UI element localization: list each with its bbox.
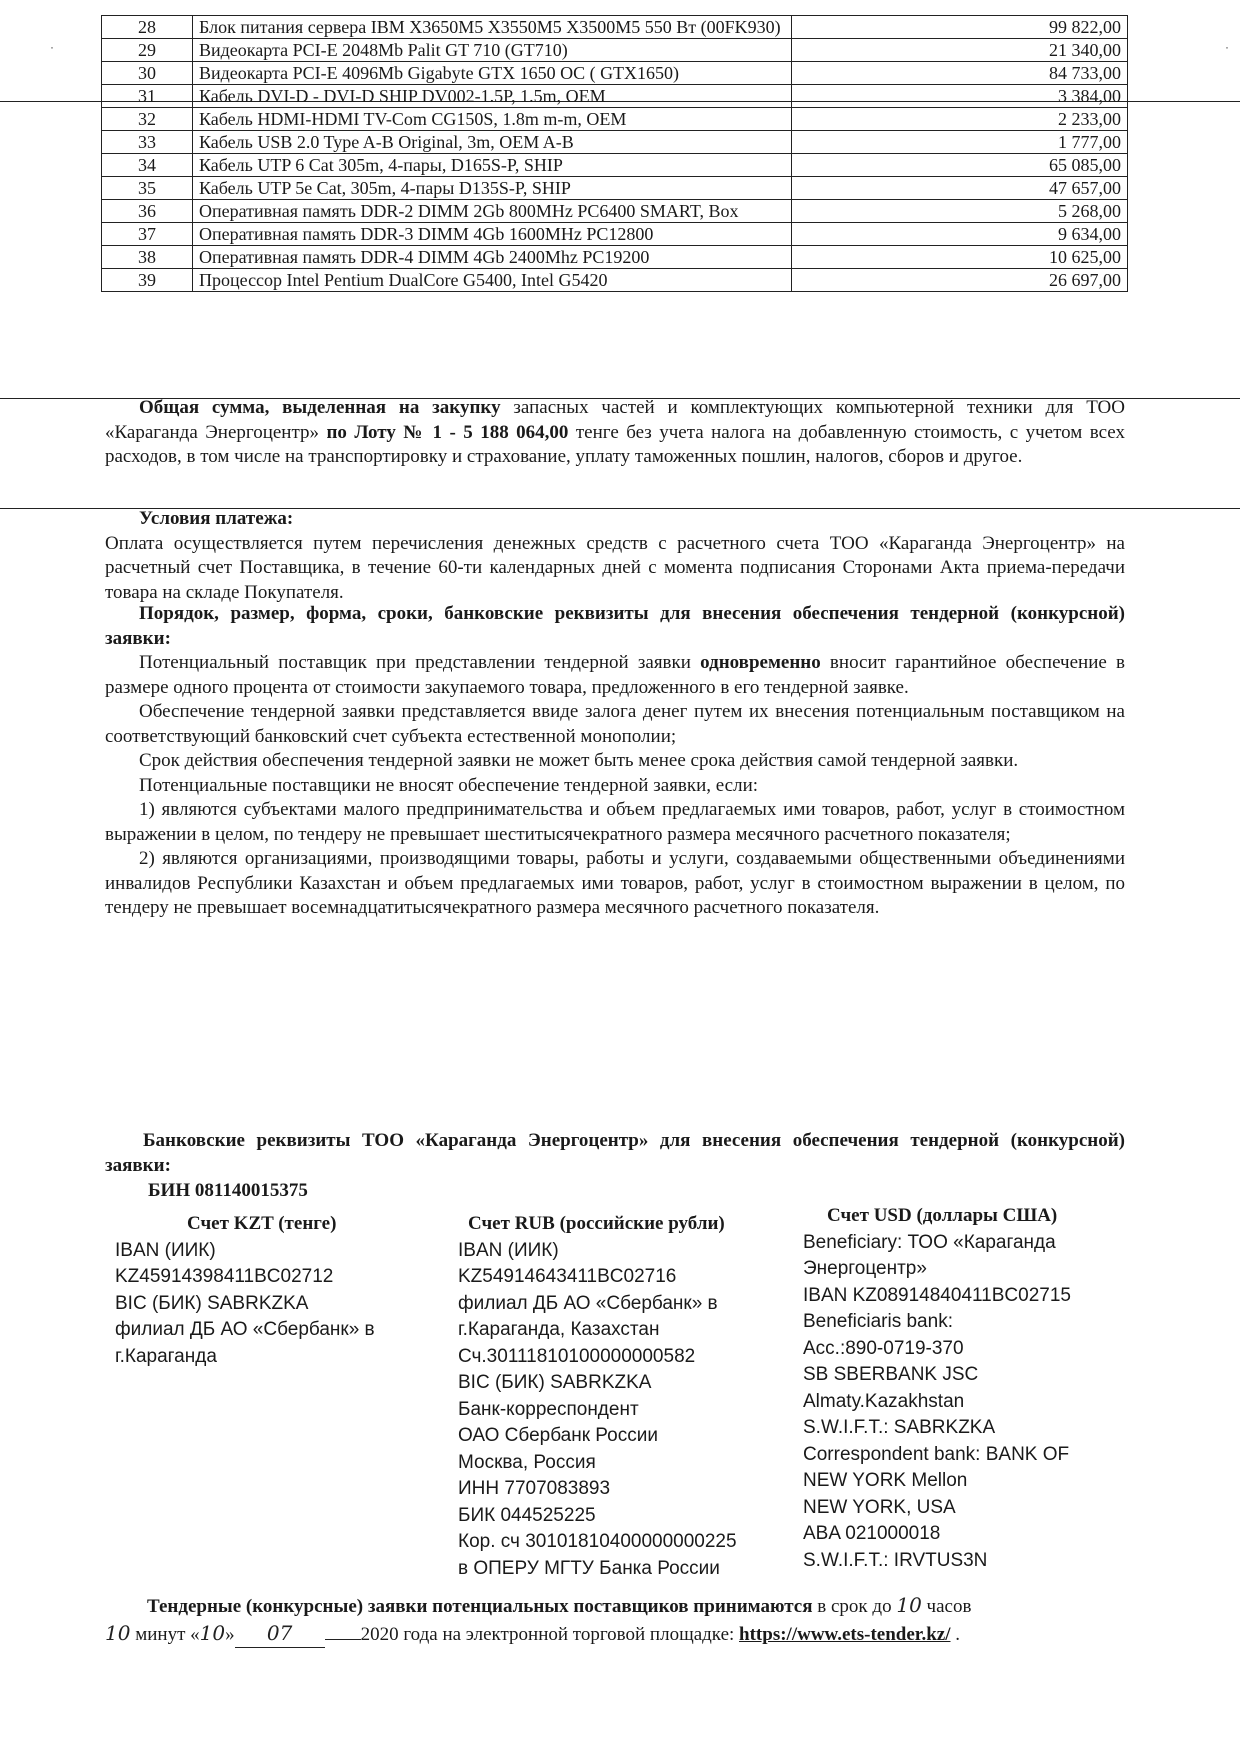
item-price: 99 822,00	[792, 16, 1128, 39]
usd-account-line: Beneficiaris bank:	[803, 1311, 953, 1332]
security-p1-b: вносит гарантийное обеспечение в размере одного процента от стоимости закупаемого товара, предложенного в его тендерной заявке.	[105, 652, 1125, 698]
handwritten-minutes: 10	[105, 1621, 131, 1645]
usd-account-column	[803, 1203, 1071, 1574]
item-price: 10 625,00	[792, 246, 1128, 269]
item-name: Оперативная память DDR-4 DIMM 4Gb 2400Mhz PC19200	[193, 246, 792, 269]
rub-account-line: филиал ДБ АО «Сбербанк» в	[458, 1292, 718, 1314]
kzt-title: Счет KZT (тенге)	[187, 1213, 337, 1234]
security-p6: 2) являются организациями, производящими товары, работы и услуги, создаваемыми общественными объединениями инвалидов Республики Казахстан и объем предлагаемых ими товаров, работ, услуг в стоимостном выражении в целом, по тендеру не превышает восемнадцатитысячекратного размера месячного расчетного показателя.	[105, 848, 1125, 918]
bank-heading: Банковские реквизиты ТОО «Караганда Энергоцентр» для внесения обеспечения тендерной (конкурсной) заявки:	[105, 1130, 1125, 1176]
item-price: 84 733,00	[792, 62, 1128, 85]
item-price: 47 657,00	[792, 177, 1128, 200]
security-p4: Потенциальные поставщики не вносят обеспечение тендерной заявки, если:	[139, 774, 759, 796]
deadline-text-c: минут «	[130, 1624, 200, 1645]
usd-account-line: Acc.:890-0719-370	[803, 1337, 964, 1359]
margin-mark: ·	[1225, 40, 1229, 54]
deadline-text-b: часов	[921, 1596, 972, 1617]
table-row	[102, 39, 1128, 62]
tender-site-link[interactable]: https://www.ets-tender.kz/	[739, 1624, 951, 1645]
row-number: 35	[102, 177, 193, 200]
total-rest: тенге без учета налога на добавленную стоимость, с учетом всех расходов, в том числе на транспортировку и страхование, уплату таможенных пошлин, налогов, сборов и другое.	[105, 421, 1125, 467]
row-number: 39	[102, 269, 193, 292]
table-row	[102, 16, 1128, 39]
usd-title: Счет USD (доллары США)	[827, 1205, 1058, 1226]
usd-account-line: NEW YORK, USA	[803, 1496, 956, 1518]
rub-account-line: ИНН 7707083893	[458, 1478, 611, 1499]
rub-account-line: Банк-корреспондент	[458, 1398, 639, 1420]
usd-account-line: IBAN KZ08914840411BC02715	[803, 1284, 1071, 1306]
deadline-text-d: »	[225, 1624, 235, 1645]
item-price: 9 634,00	[792, 223, 1128, 246]
item-name: Оперативная память DDR-2 DIMM 2Gb 800MHz PC6400 SMART, Box	[193, 200, 792, 223]
row-number: 30	[102, 62, 193, 85]
payment-section	[105, 507, 1125, 605]
usd-account-line: NEW YORK Mellon	[803, 1470, 968, 1491]
row-number: 32	[102, 108, 193, 131]
deadline-text-e: 2020 года на электронной торговой площадке:	[360, 1624, 740, 1645]
rub-account-line: IBAN (ИИК)	[458, 1239, 559, 1261]
table-row	[102, 200, 1128, 223]
margin-mark: ·	[50, 40, 54, 54]
kzt-account-line: KZ45914398411BC02712	[115, 1266, 334, 1287]
item-price: 65 085,00	[792, 154, 1128, 177]
row-number: 29	[102, 39, 193, 62]
rub-account-line: BIC (БИК) SABRKZKA	[458, 1372, 652, 1393]
table-row	[102, 246, 1128, 269]
table-row	[102, 108, 1128, 131]
item-price: 3 384,00	[792, 85, 1128, 108]
usd-account-line: S.W.I.F.T.: IRVTUS3N	[803, 1549, 988, 1571]
rub-account-line: БИК 044525225	[458, 1504, 596, 1526]
rub-account-line: в ОПЕРУ МГТУ Банка России	[458, 1557, 720, 1579]
rub-account-column	[458, 1211, 737, 1582]
row-number: 33	[102, 131, 193, 154]
kzt-account-line: IBAN (ИИК)	[115, 1239, 216, 1261]
item-price: 26 697,00	[792, 269, 1128, 292]
usd-account-line: ABA 021000018	[803, 1523, 941, 1544]
security-p1-a: Потенциальный поставщик при представлении тендерной заявки	[139, 652, 701, 673]
table-row	[102, 154, 1128, 177]
table-row	[102, 177, 1128, 200]
table-row	[102, 269, 1128, 292]
security-heading: Порядок, размер, форма, сроки, банковские реквизиты для внесения обеспечения тендерной (конкурсной) заявки:	[105, 603, 1125, 649]
items-table	[101, 15, 1128, 292]
item-price: 2 233,00	[792, 108, 1128, 131]
security-p3: Срок действия обеспечения тендерной заявки не может быть менее срока действия самой тендерной заявки.	[139, 750, 1019, 771]
usd-account-line: Beneficiary: ТОО «Караганда	[803, 1231, 1056, 1253]
item-name: Видеокарта PCI-E 2048Mb Palit GT 710 (GT710)	[193, 39, 792, 62]
submission-deadline	[105, 1592, 1135, 1648]
payment-heading: Условия платежа:	[139, 508, 294, 529]
row-number: 37	[102, 223, 193, 246]
payment-text: Оплата осуществляется путем перечисления денежных средств с расчетного счета ТОО «Караганда Энергоцентр» на расчетный счет Поставщика, в течение 60-ти календарных дней с момента подписания Сторонами Акта приема-передачи товара на складе Покупателя.	[105, 532, 1125, 603]
item-name: Оперативная память DDR-3 DIMM 4Gb 1600MHz PC12800	[193, 223, 792, 246]
total-lead: Общая сумма, выделенная на закупку	[139, 397, 501, 418]
table-row	[102, 62, 1128, 85]
handwritten-month: 07	[235, 1620, 325, 1648]
handwritten-day: 10	[199, 1621, 226, 1645]
lot-amount: по Лоту № 1 - 5 188 064,00	[326, 421, 569, 443]
item-name: Кабель DVI-D - DVI-D SHIP DV002-1.5P, 1.5m, OEM	[193, 85, 792, 108]
date-underline	[325, 1639, 361, 1640]
usd-account-line: SB SBERBANK JSC	[803, 1364, 979, 1385]
security-section	[105, 602, 1125, 921]
table-row	[102, 85, 1128, 108]
rub-account-line: г.Караганда, Казахстан	[458, 1319, 660, 1340]
rub-account-line: Сч.30111810100000000582	[458, 1345, 696, 1367]
total-text: запасных частей и комплектующих компьютерной техники для ТОО «Караганда Энергоцентр»	[105, 397, 1125, 443]
usd-account-line: Энергоцентр»	[803, 1258, 927, 1279]
item-name: Кабель HDMI-HDMI TV-Com CG150S, 1.8m m-m, OEM	[193, 108, 792, 131]
usd-account-line: Almaty.Kazakhstan	[803, 1390, 965, 1412]
usd-account-line: Correspondent bank: BANK OF	[803, 1443, 1070, 1465]
item-price: 1 777,00	[792, 131, 1128, 154]
rub-title: Счет RUB (российские рубли)	[468, 1213, 725, 1234]
row-number: 38	[102, 246, 193, 269]
deadline-text-a: в срок до	[812, 1596, 897, 1617]
row-number: 36	[102, 200, 193, 223]
row-number: 28	[102, 16, 193, 39]
rub-account-line: Москва, Россия	[458, 1451, 596, 1473]
security-p1-bold: одновременно	[700, 652, 821, 673]
deadline-text-f: .	[950, 1624, 960, 1645]
rub-account-line: KZ54914643411BC02716	[458, 1266, 677, 1287]
row-number: 31	[102, 85, 193, 108]
security-p2: Обеспечение тендерной заявки представляется ввиде залога денег путем их внесения потенциальным поставщиком на соответствующий банковский счет субъекта естественной монополии;	[105, 701, 1125, 747]
item-name: Кабель UTP 5e Cat, 305m, 4-пары D135S-P, SHIP	[193, 177, 792, 200]
item-name: Кабель USB 2.0 Type A-B Original, 3m, OEM A-B	[193, 131, 792, 154]
kzt-account-column	[115, 1211, 375, 1370]
kzt-account-line: BIC (БИК) SABRKZKA	[115, 1292, 309, 1314]
security-p5: 1) являются субъектами малого предпринимательства и объем предлагаемых ими товаров, работ, услуг в стоимостном выражении в целом, по тендеру не превышает шеститысячекратного размера месячного расчетного показателя;	[105, 799, 1125, 845]
rub-account-line: Кор. сч 30101810400000000225	[458, 1531, 737, 1552]
total-paragraph	[105, 396, 1125, 470]
deadline-lead: Тендерные (конкурсные) заявки потенциальных поставщиков принимаются	[147, 1596, 813, 1617]
item-price: 21 340,00	[792, 39, 1128, 62]
rub-account-line: ОАО Сбербанк России	[458, 1425, 658, 1446]
row-number: 34	[102, 154, 193, 177]
security-p1	[105, 651, 1125, 700]
table-row	[102, 131, 1128, 154]
kzt-account-line: филиал ДБ АО «Сбербанк» в	[115, 1319, 375, 1340]
kzt-account-line: г.Караганда	[115, 1345, 217, 1367]
item-name: Кабель UTP 6 Cat 305m, 4-пары, D165S-P, SHIP	[193, 154, 792, 177]
item-name: Блок питания сервера IBM X3650M5 X3550M5 X3500M5 550 Вт (00FK930)	[193, 16, 792, 39]
table-row	[102, 223, 1128, 246]
item-name: Видеокарта PCI-E 4096Mb Gigabyte GTX 1650 OC ( GTX1650)	[193, 62, 792, 85]
item-name: Процессор Intel Pentium DualCore G5400, Intel G5420	[193, 269, 792, 292]
item-price: 5 268,00	[792, 200, 1128, 223]
bin-number: БИН 081140015375	[148, 1180, 308, 1201]
usd-account-line: S.W.I.F.T.: SABRKZKA	[803, 1417, 996, 1438]
handwritten-hour: 10	[896, 1593, 922, 1617]
